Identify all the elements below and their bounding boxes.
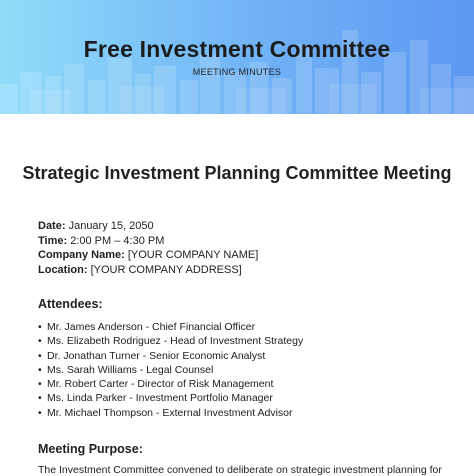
city-skyline-illustration [0,14,474,114]
info-row-company [38,248,258,263]
bullet-icon: • [38,335,42,348]
attendees-heading: Attendees: [38,297,103,311]
attendees-list [38,320,303,420]
document-title: Strategic Investment Planning Committee Meeting [22,163,452,183]
info-row-time [38,234,258,249]
attendee-name: Mr. James Anderson - Chief Financial Officer [47,321,256,333]
meeting-info [38,219,258,277]
list-item [38,334,303,348]
list-item [38,320,303,334]
bullet-icon: • [38,363,42,376]
bullet-icon: • [38,321,42,333]
list-item [38,406,303,420]
info-value: [YOUR COMPANY NAME] [127,249,259,261]
attendee-name: Ms. Linda Parker - Investment Portfolio Manager [47,392,273,405]
info-label: Date: [38,220,66,232]
attendee-name: Dr. Jonathan Turner - Senior Economic Analyst [47,349,266,362]
meeting-purpose-heading: Meeting Purpose: [38,442,143,456]
bullet-icon: • [38,406,42,419]
info-row-date [38,219,258,234]
attendee-name: Mr. Robert Carter - Director of Risk Management [47,378,274,391]
bullet-icon: • [38,392,42,405]
bullet-icon: • [38,349,42,362]
info-value: January 15, 2050 [68,220,154,232]
list-item [38,363,303,377]
meeting-purpose-text: The Investment Committee convened to deliberate on strategic investment planning for [38,464,442,476]
attendee-name: Ms. Elizabeth Rodriguez - Head of Investment Strategy [47,335,304,348]
list-item [38,349,303,363]
attendee-name: Mr. Michael Thompson - External Investment Advisor [47,406,293,419]
info-label: Time: [38,234,68,247]
info-value: [YOUR COMPANY ADDRESS] [90,263,242,276]
banner-title: Free Investment Committee [83,36,391,62]
info-value: 2:00 PM – 4:30 PM [70,234,165,247]
list-item [38,391,303,405]
header-banner [0,0,474,114]
info-label: Location: [38,263,88,276]
attendee-name: Ms. Sarah Williams - Legal Counsel [47,363,214,376]
banner-subtitle: MEETING MINUTES [192,67,282,77]
info-row-location [38,263,258,278]
list-item [38,377,303,391]
bullet-icon: • [38,378,42,391]
info-label: Company Name: [38,249,125,261]
